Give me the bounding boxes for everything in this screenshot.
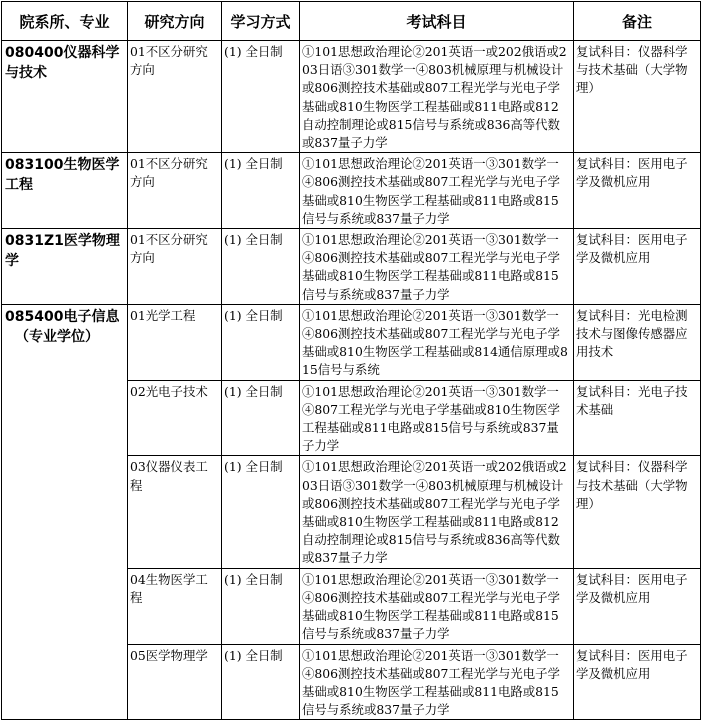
subjects-cell: ①101思想政治理论②201英语一③301数学一④806测控技术基础或807工程光学与光电子学基础或810生物医学工程基础或814通信原理或815信号与系统: [300, 304, 574, 380]
remark-cell: 复试科目：仪器科学与技术基础（大学物理）: [574, 456, 701, 568]
subjects-cell: ①101思想政治理论②201英语一或202俄语或203日语③301数学一④803机械原理与机械设计或806测控技术基础或807工程光学与光电子学基础或810生物医学工程基础或811电路或812自动控制理论或815信号与系统或836高等代数或837量子力学: [300, 41, 574, 153]
header-remark: 备注: [574, 2, 701, 41]
subjects-cell: ①101思想政治理论②201英语一或202俄语或203日语③301数学一④803机械原理与机械设计或806测控技术基础或807工程光学与光电子学基础或810生物医学工程基础或811电路或812自动控制理论或815信号与系统或836高等代数或837量子力学: [300, 456, 574, 568]
table-row: [2, 304, 701, 380]
header-mode: 学习方式: [222, 2, 300, 41]
admission-table: [1, 1, 701, 720]
table-row: [2, 229, 701, 305]
remark-cell: 复试科目：医用电子学及微机应用: [574, 229, 701, 305]
major-cell: [2, 304, 128, 719]
header-major: 院系所、专业: [2, 2, 128, 41]
header-row: [2, 2, 701, 41]
remark-cell: 复试科目：医用电子学及微机应用: [574, 568, 701, 644]
mode-cell: (1) 全日制: [222, 380, 300, 456]
direction-cell: 01光学工程: [128, 304, 222, 380]
mode-cell: (1) 全日制: [222, 304, 300, 380]
table-row: [2, 153, 701, 229]
mode-cell: (1) 全日制: [222, 644, 300, 720]
direction-cell: 02光电子技术: [128, 380, 222, 456]
major-cell: 083100生物医学工程: [2, 153, 128, 229]
direction-cell: 03仪器仪表工程: [128, 456, 222, 568]
remark-cell: 复试科目：医用电子学及微机应用: [574, 153, 701, 229]
header-subjects: 考试科目: [300, 2, 574, 41]
remark-cell: 复试科目：医用电子学及微机应用: [574, 644, 701, 720]
subjects-cell: ①101思想政治理论②201英语一③301数学一④806测控技术基础或807工程光学与光电子学基础或810生物医学工程基础或811电路或815信号与系统或837量子力学: [300, 229, 574, 305]
remark-cell: 复试科目：光电检测技术与图像传感器应用技术: [574, 304, 701, 380]
mode-cell: (1) 全日制: [222, 229, 300, 305]
subjects-cell: ①101思想政治理论②201英语一③301数学一④806测控技术基础或807工程光学与光电子学基础或810生物医学工程基础或811电路或815信号与系统或837量子力学: [300, 568, 574, 644]
major-cell: 080400仪器科学与技术: [2, 41, 128, 153]
direction-cell: 01不区分研究方向: [128, 41, 222, 153]
major-name: 085400电子信息: [5, 308, 120, 325]
mode-cell: (1) 全日制: [222, 568, 300, 644]
subjects-cell: ①101思想政治理论②201英语一③301数学一④806测控技术基础或807工程光学与光电子学基础或810生物医学工程基础或811电路或815信号与系统或837量子力学: [300, 644, 574, 720]
remark-cell: 复试科目：光电子技术基础: [574, 380, 701, 456]
major-cell: 0831Z1医学物理学: [2, 229, 128, 305]
subjects-cell: ①101思想政治理论②201英语一③301数学一④807工程光学与光电子学基础或810生物医学工程基础或811电路或815信号与系统或837量子力学: [300, 380, 574, 456]
header-direction: 研究方向: [128, 2, 222, 41]
major-subtitle: （专业学位）: [15, 328, 99, 345]
mode-cell: (1) 全日制: [222, 153, 300, 229]
mode-cell: (1) 全日制: [222, 456, 300, 568]
direction-cell: 01不区分研究方向: [128, 153, 222, 229]
mode-cell: (1) 全日制: [222, 41, 300, 153]
table-row: [2, 41, 701, 153]
direction-cell: 05医学物理学: [128, 644, 222, 720]
subjects-cell: ①101思想政治理论②201英语一③301数学一④806测控技术基础或807工程光学与光电子学基础或810生物医学工程基础或811电路或815信号与系统或837量子力学: [300, 153, 574, 229]
remark-cell: 复试科目：仪器科学与技术基础（大学物理）: [574, 41, 701, 153]
direction-cell: 04生物医学工程: [128, 568, 222, 644]
direction-cell: 01不区分研究方向: [128, 229, 222, 305]
